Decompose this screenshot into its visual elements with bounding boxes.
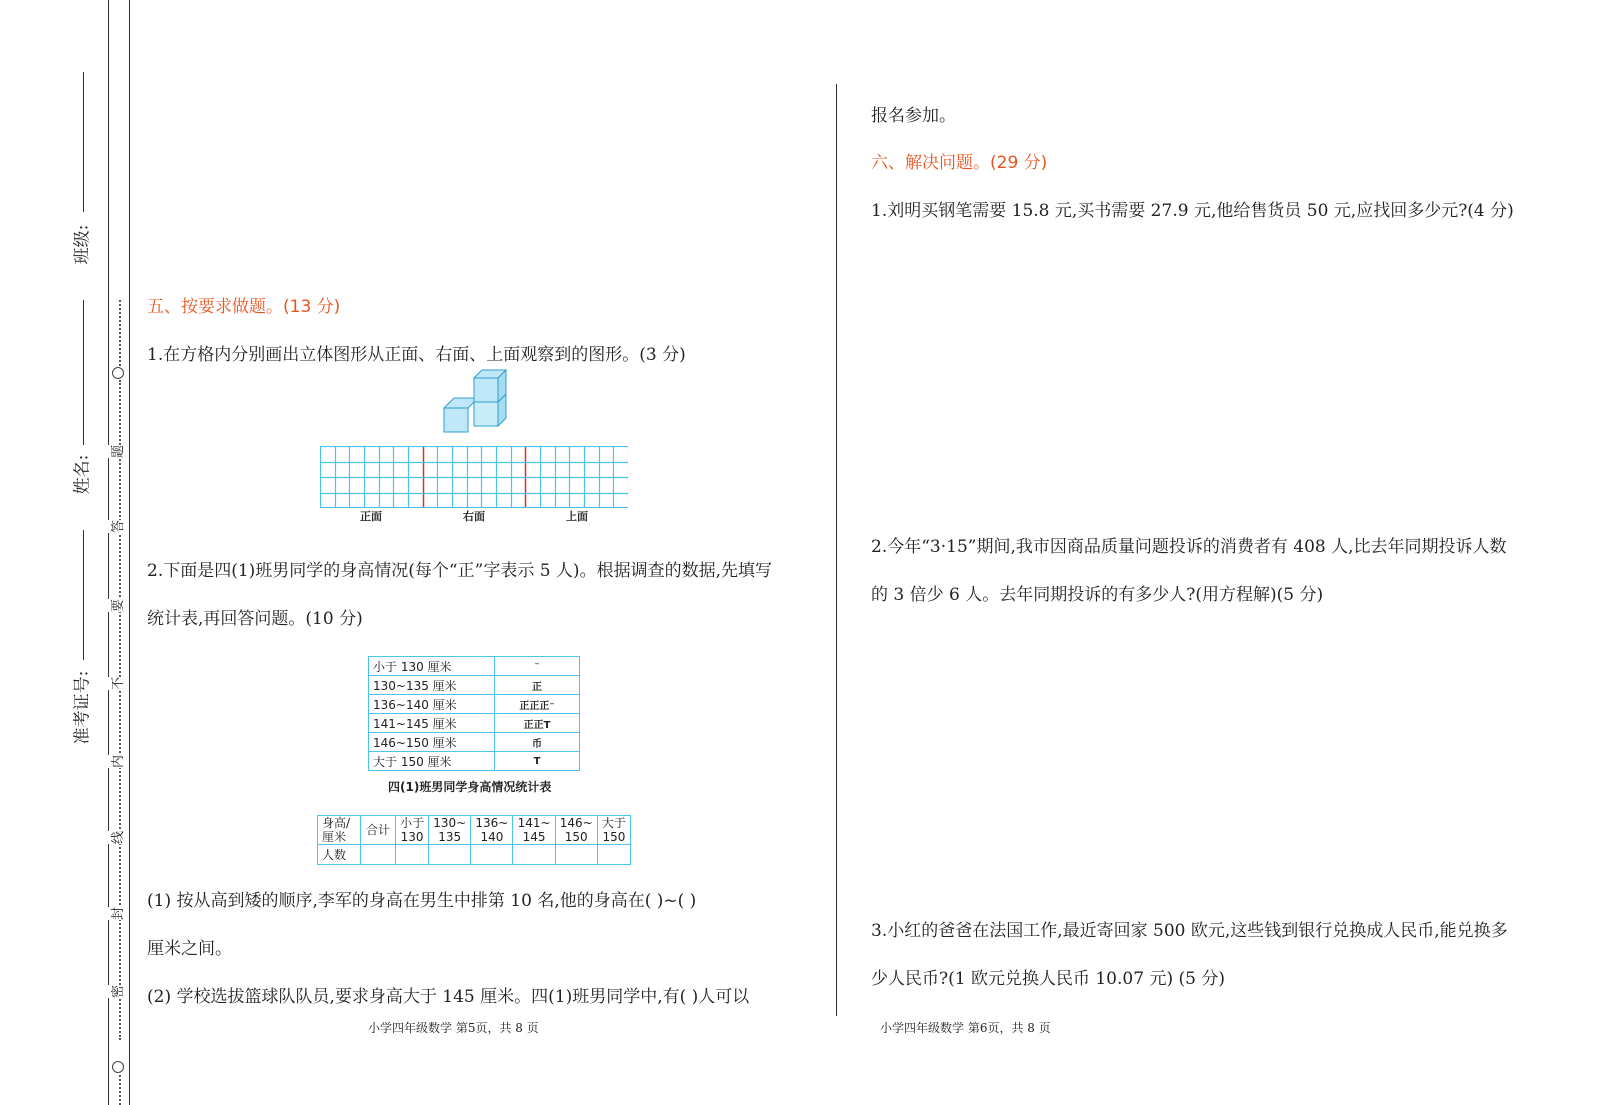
seal-char: 答 [105,520,128,533]
tally-marks: ⁻ [495,657,580,676]
table-row [318,845,631,865]
problem6-3-line2: 少人民币?(1 欧元兑换人民币 10.07 元) (5 分) [871,969,1225,989]
tally-marks: 正 [495,676,580,695]
stat-col-line: 136~ [475,816,509,830]
grid-label-right: 右面 [463,510,485,523]
name-field-line [83,300,84,445]
table-row [318,816,631,845]
seal-dotted-line-bottom [119,1075,121,1105]
stat-col-line: 150 [602,830,626,844]
table-row [369,695,580,714]
question5-1-text: 1.在方格内分别画出立体图形从正面、右面、上面观察到的图形。(3 分) [147,345,686,365]
problem6-2-line1: 2.今年“3·15”期间,我市因商品质量问题投诉的消费者有 408 人,比去年同期投诉人数 [871,537,1507,557]
stat-col-line: 小于 [400,816,425,830]
seal-dotted-line-mid [119,380,121,1040]
tally-marks: 正正T [495,714,580,733]
stat-header-total: 合计 [361,816,396,845]
cube-figure [440,368,512,436]
continuation-text: 报名参加。 [871,106,956,126]
stat-row-label: 人数 [318,845,361,865]
question5-2-line1: 2.下面是四(1)班男同学的身高情况(每个“正”字表示 5 人)。根据调查的数据,先填写 [147,561,772,581]
tally-label: 大于 150 厘米 [369,752,495,771]
tally-label: 146~150 厘米 [369,733,495,752]
stat-col [597,816,630,845]
stat-cell[interactable] [555,845,597,865]
stat-col [555,816,597,845]
stat-col-line: 141~ [517,816,551,830]
seal-char: 线 [105,831,128,844]
class-field-line [83,72,84,212]
tally-marks: 正正正⁻ [495,695,580,714]
seal-char: 密 [105,985,128,998]
tally-table-caption: 四(1)班男同学身高情况统计表 [388,780,552,794]
problem6-3-line1: 3.小红的爸爸在法国工作,最近寄回家 500 欧元,这些钱到银行兑换成人民币,能兑换多 [871,921,1508,941]
name-field-label: 姓名: [72,454,93,495]
stat-cell[interactable] [597,845,630,865]
stat-cell[interactable] [396,845,429,865]
stat-col-line: 135 [438,830,462,844]
stat-cell[interactable] [513,845,555,865]
stat-col [513,816,555,845]
table-row [369,714,580,733]
exam-id-field-line [83,530,84,660]
stat-table [317,815,631,865]
stat-header-line: 厘米 [322,830,347,844]
stat-col-line: 145 [522,830,546,844]
subquestion-1-line2: 厘米之间。 [147,939,232,959]
right-page-footer: 小学四年级数学 第6页，共 8 页 [880,1021,1051,1035]
seal-char: 要 [105,599,128,612]
margin-left-border [108,0,109,1105]
table-row [369,733,580,752]
grid-label-top: 上面 [566,510,588,523]
table-row [369,752,580,771]
section5-title: 五、按要求做题。(13 分) [147,297,341,317]
seal-char: 题 [105,445,128,458]
left-page-footer: 小学四年级数学 第5页，共 8 页 [368,1021,539,1035]
subquestion-2-line1: (2) 学校选拔篮球队队员,要求身高大于 145 厘米。四(1)班男同学中,有( )人可以 [147,987,750,1007]
stat-col-line: 140 [480,830,504,844]
section6-title: 六、解决问题。(29 分) [871,153,1048,173]
stat-col-line: 130 [400,830,424,844]
class-field-label: 班级: [72,224,93,265]
subquestion-1-line1: (1) 按从高到矮的顺序,李军的身高在男生中排第 10 名,他的身高在( )~( ) [147,891,697,911]
page-divider [836,84,837,1016]
problem6-1-text: 1.刘明买钢笔需要 15.8 元,买书需要 27.9 元,他给售货员 50 元,应找回多少元?(4 分) [871,201,1514,221]
problem6-2-line2: 的 3 倍少 6 人。去年同期投诉的有多少人?(用方程解)(5 分) [871,585,1324,605]
tally-table [368,656,580,771]
stat-col [429,816,471,845]
seal-char: 不 [105,677,128,690]
stat-col-line: 大于 [601,816,626,830]
tally-marks: 币 [495,733,580,752]
stat-cell[interactable] [429,845,471,865]
stat-cell[interactable] [471,845,513,865]
tally-label: 141~145 厘米 [369,714,495,733]
tally-label: 小于 130 厘米 [369,657,495,676]
stat-header-height [318,816,361,845]
exam-id-field-label: 准考证号: [72,670,93,745]
margin-right-border [129,0,130,1105]
stat-col-line: 130~ [433,816,467,830]
table-row [369,676,580,695]
stat-col [396,816,429,845]
stat-header-line: 身高/ [322,816,351,830]
grid-label-front: 正面 [360,510,382,523]
seal-circle-bottom [112,1061,124,1073]
tally-label: 136~140 厘米 [369,695,495,714]
seal-char: 内 [105,755,128,768]
tally-label: 130~135 厘米 [369,676,495,695]
stat-col [471,816,513,845]
drawing-grid [320,446,628,508]
seal-char: 封 [105,907,128,920]
question5-2-line2: 统计表,再回答问题。(10 分) [147,609,363,629]
stat-cell[interactable] [361,845,396,865]
tally-marks: T [495,752,580,771]
seal-dotted-line-top [119,300,121,366]
seal-circle-top [112,367,124,379]
stat-col-line: 146~ [559,816,593,830]
stat-col-line: 150 [564,830,588,844]
table-row [369,657,580,676]
